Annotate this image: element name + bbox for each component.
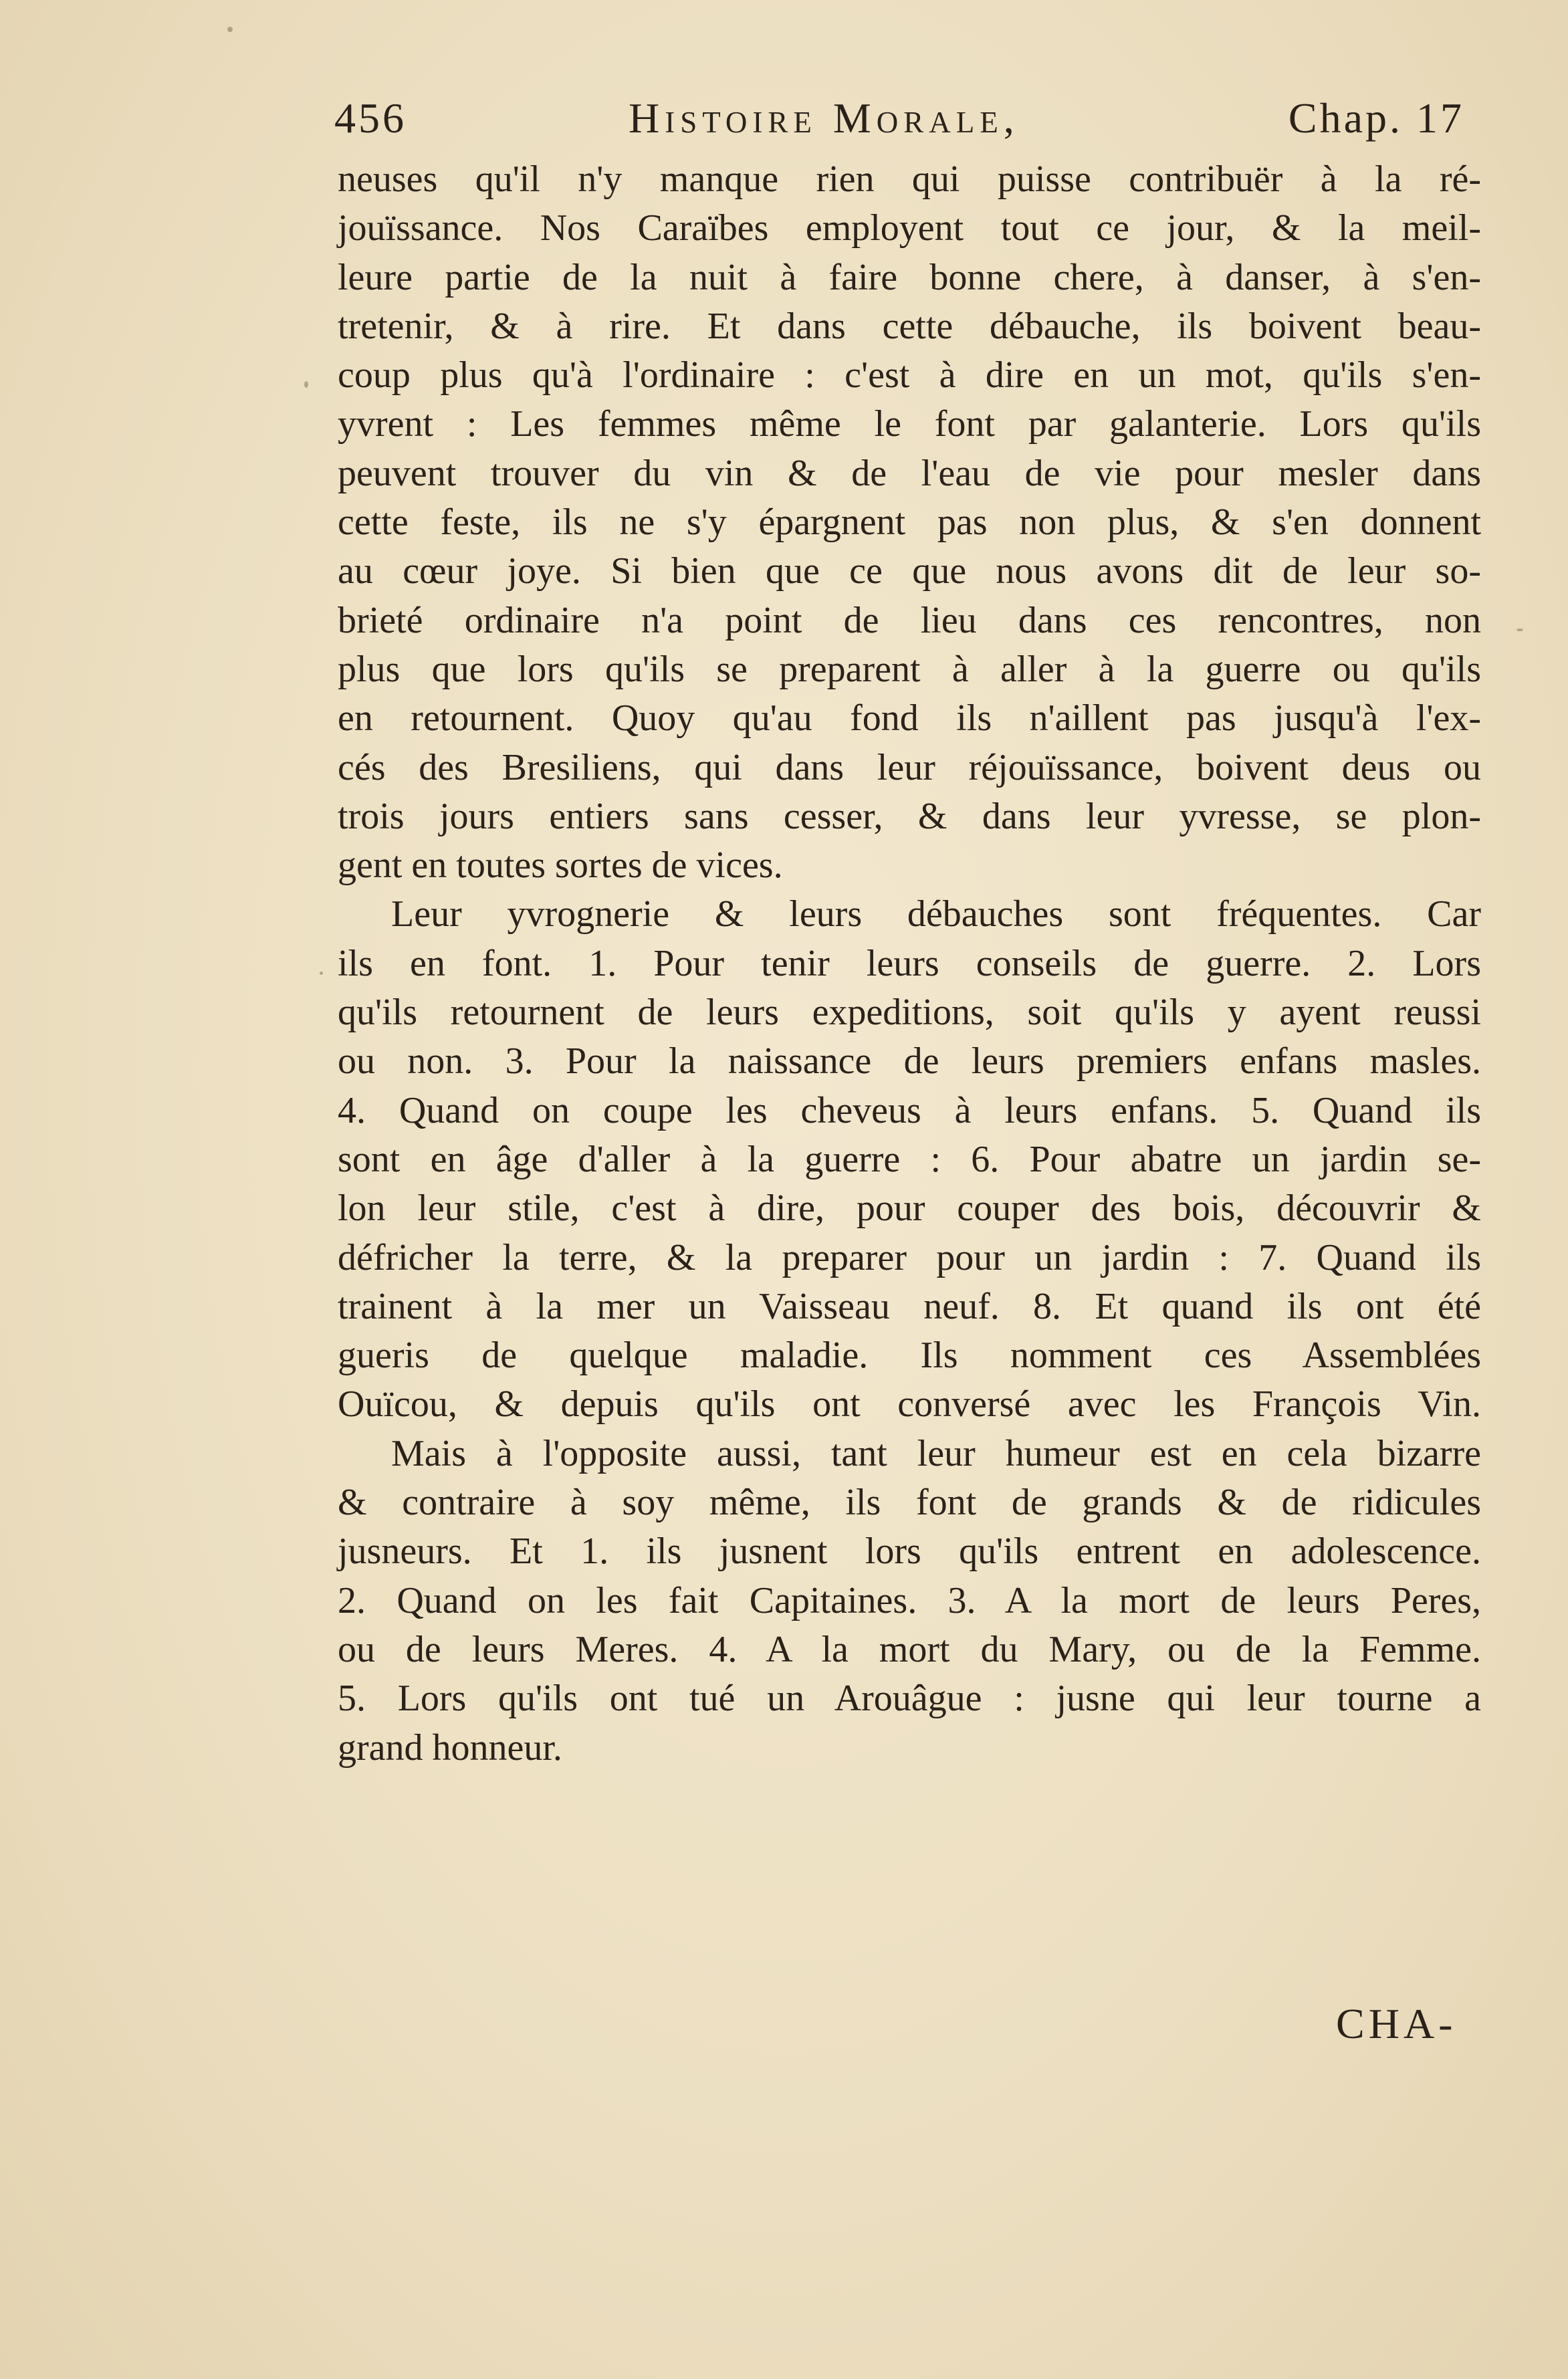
text-line: cés des Bresiliens, qui dans leur réjouïssance, boivent deus ou: [338, 746, 1481, 788]
text-line: 2. Quand on les fait Capitaines. 3. A la mort de leurs Peres,: [338, 1579, 1481, 1621]
text-line: gueris de quelque maladie. Ils nomment ces Assemblées: [338, 1335, 1481, 1377]
text-line: sont en âge d'aller à la guerre : 6. Pour abatre un jardin se-: [338, 1138, 1481, 1180]
text-line: yvrent : Les femmes même le font par galanterie. Lors qu'ils: [338, 403, 1481, 445]
text-line: plus que lors qu'ils se preparent à aller à la guerre ou qu'ils: [338, 648, 1481, 690]
text-line: lon leur stile, c'est à dire, pour couper des bois, découvrir &: [338, 1187, 1481, 1230]
text-line: en retournent. Quoy qu'au fond ils n'aillent pas jusqu'à l'ex-: [338, 697, 1481, 740]
text-line: jusneurs. Et 1. ils jusnent lors qu'ils entrent en adolescence.: [338, 1531, 1481, 1573]
chapter-label: Chap. 17: [1288, 94, 1464, 142]
text-line: Mais à l'opposite aussi, tant leur humeur est en cela bizarre: [391, 1432, 1481, 1474]
text-line: ils en font. 1. Pour tenir leurs conseils de guerre. 2. Lors: [338, 942, 1481, 984]
text-line: ou de leurs Meres. 4. A la mort du Mary, ou de la Femme.: [338, 1628, 1481, 1670]
running-head: [334, 94, 1464, 147]
paper-speck: [227, 27, 233, 32]
text-line: grand honneur.: [338, 1726, 562, 1769]
text-line: au cœur joye. Si bien que ce que nous avons dit de leur so-: [338, 550, 1481, 592]
text-line: leure partie de la nuit à faire bonne chere, à danser, à s'en-: [338, 256, 1481, 298]
text-line: gent en toutes sortes de vices.: [338, 844, 783, 887]
body-text: [338, 155, 1481, 1773]
text-line: cette feste, ils ne s'y épargnent pas non plus, & s'en donnent: [338, 501, 1481, 544]
text-line: défricher la terre, & la preparer pour un jardin : 7. Quand ils: [338, 1236, 1481, 1278]
text-line: & contraire à soy même, ils font de grands & de ridicules: [338, 1482, 1481, 1524]
text-line: qu'ils retournent de leurs expeditions, soit qu'ils y ayent reussi: [338, 992, 1481, 1034]
text-line: neuses qu'il n'y manque rien qui puisse contribuër à la ré-: [338, 158, 1481, 200]
text-line: coup plus qu'à l'ordinaire : c'est à dire en un mot, qu'ils s'en-: [338, 354, 1481, 396]
paper-speck: [1517, 629, 1523, 631]
page-number: 456: [334, 94, 407, 142]
text-line: trois jours entiers sans cesser, & dans leur yvresse, se plon-: [338, 795, 1481, 837]
text-line: ou non. 3. Pour la naissance de leurs premiers enfans masles.: [338, 1040, 1481, 1083]
text-line: tretenir, & à rire. Et dans cette débauche, ils boivent beau-: [338, 305, 1481, 347]
text-line: 4. Quand on coupe les cheveus à leurs enfans. 5. Quand ils: [338, 1089, 1481, 1131]
text-line: brieté ordinaire n'a point de lieu dans ces rencontres, non: [338, 599, 1481, 641]
text-line: peuvent trouver du vin & de l'eau de vie pour mesler dans: [338, 452, 1481, 494]
paper-speck: [320, 972, 323, 975]
paper-speck: [304, 381, 308, 388]
text-line: Leur yvrognerie & leurs débauches sont fréquentes. Car: [391, 893, 1481, 935]
text-line: 5. Lors qu'ils ont tué un Arouâgue : jusne qui leur tourne a: [338, 1678, 1481, 1720]
text-line: Ouïcou, & depuis qu'ils ont conversé avec les François Vin.: [338, 1383, 1481, 1426]
text-line: trainent à la mer un Vaisseau neuf. 8. Et quand ils ont été: [338, 1285, 1481, 1327]
text-line: jouïssance. Nos Caraïbes employent tout ce jour, & la meil-: [338, 207, 1481, 249]
catchword: CHA-: [1336, 2000, 1457, 2047]
running-title: Histoire Morale,: [629, 94, 1020, 142]
